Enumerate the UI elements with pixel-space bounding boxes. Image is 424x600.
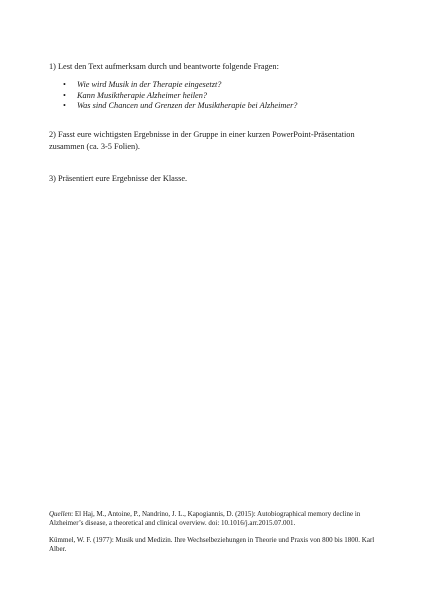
source-entry [49,536,384,555]
question-item [63,91,383,102]
question-text: Was sind Chancen und Grenzen der Musiktherapie bei Alzheimer? [77,101,298,111]
bullet-icon: • [63,90,66,100]
bullet-icon: • [63,80,66,89]
source-citation: Kümmel, W. F. (1977): Musik und Medizin. Ihre Wechselbeziehungen in Theorie und Praxis von 800 bis 1800. Karl Alber. [49,535,375,553]
source-entry [49,510,384,529]
question-item [63,80,383,91]
task-3-instruction: 3) Präsentiert eure Ergebnisse der Klasse. [49,174,188,183]
bullet-icon: • [63,101,66,111]
question-text: Kann Musiktherapie Alzheimer heilen? [77,90,208,100]
sources-label: Quellen [49,510,72,518]
task-2-instruction: 2) Fasst eure wichtigsten Ergebnisse in der Gruppe in einer kurzen PowerPoint-Präsentation zusammen (ca. 3-5 Folien). [49,130,355,151]
source-citation: : El Haj, M., Antoine, P., Nandrino, J. L., Kapogiannis, D. (2015): Autobiographical memory decline in Alzheimer’s disease, a theoretical and clinical overview. doi: 10.1016/j.arr.2015.07.001. [49,510,361,528]
sources-section [49,510,384,554]
task-1-instruction: 1) Lest den Text aufmerksam durch und beantworte folgende Fragen: [49,62,279,71]
question-item [63,101,383,112]
question-list [63,80,383,112]
question-text: Wie wird Musik in der Therapie eingesetzt? [77,80,222,89]
